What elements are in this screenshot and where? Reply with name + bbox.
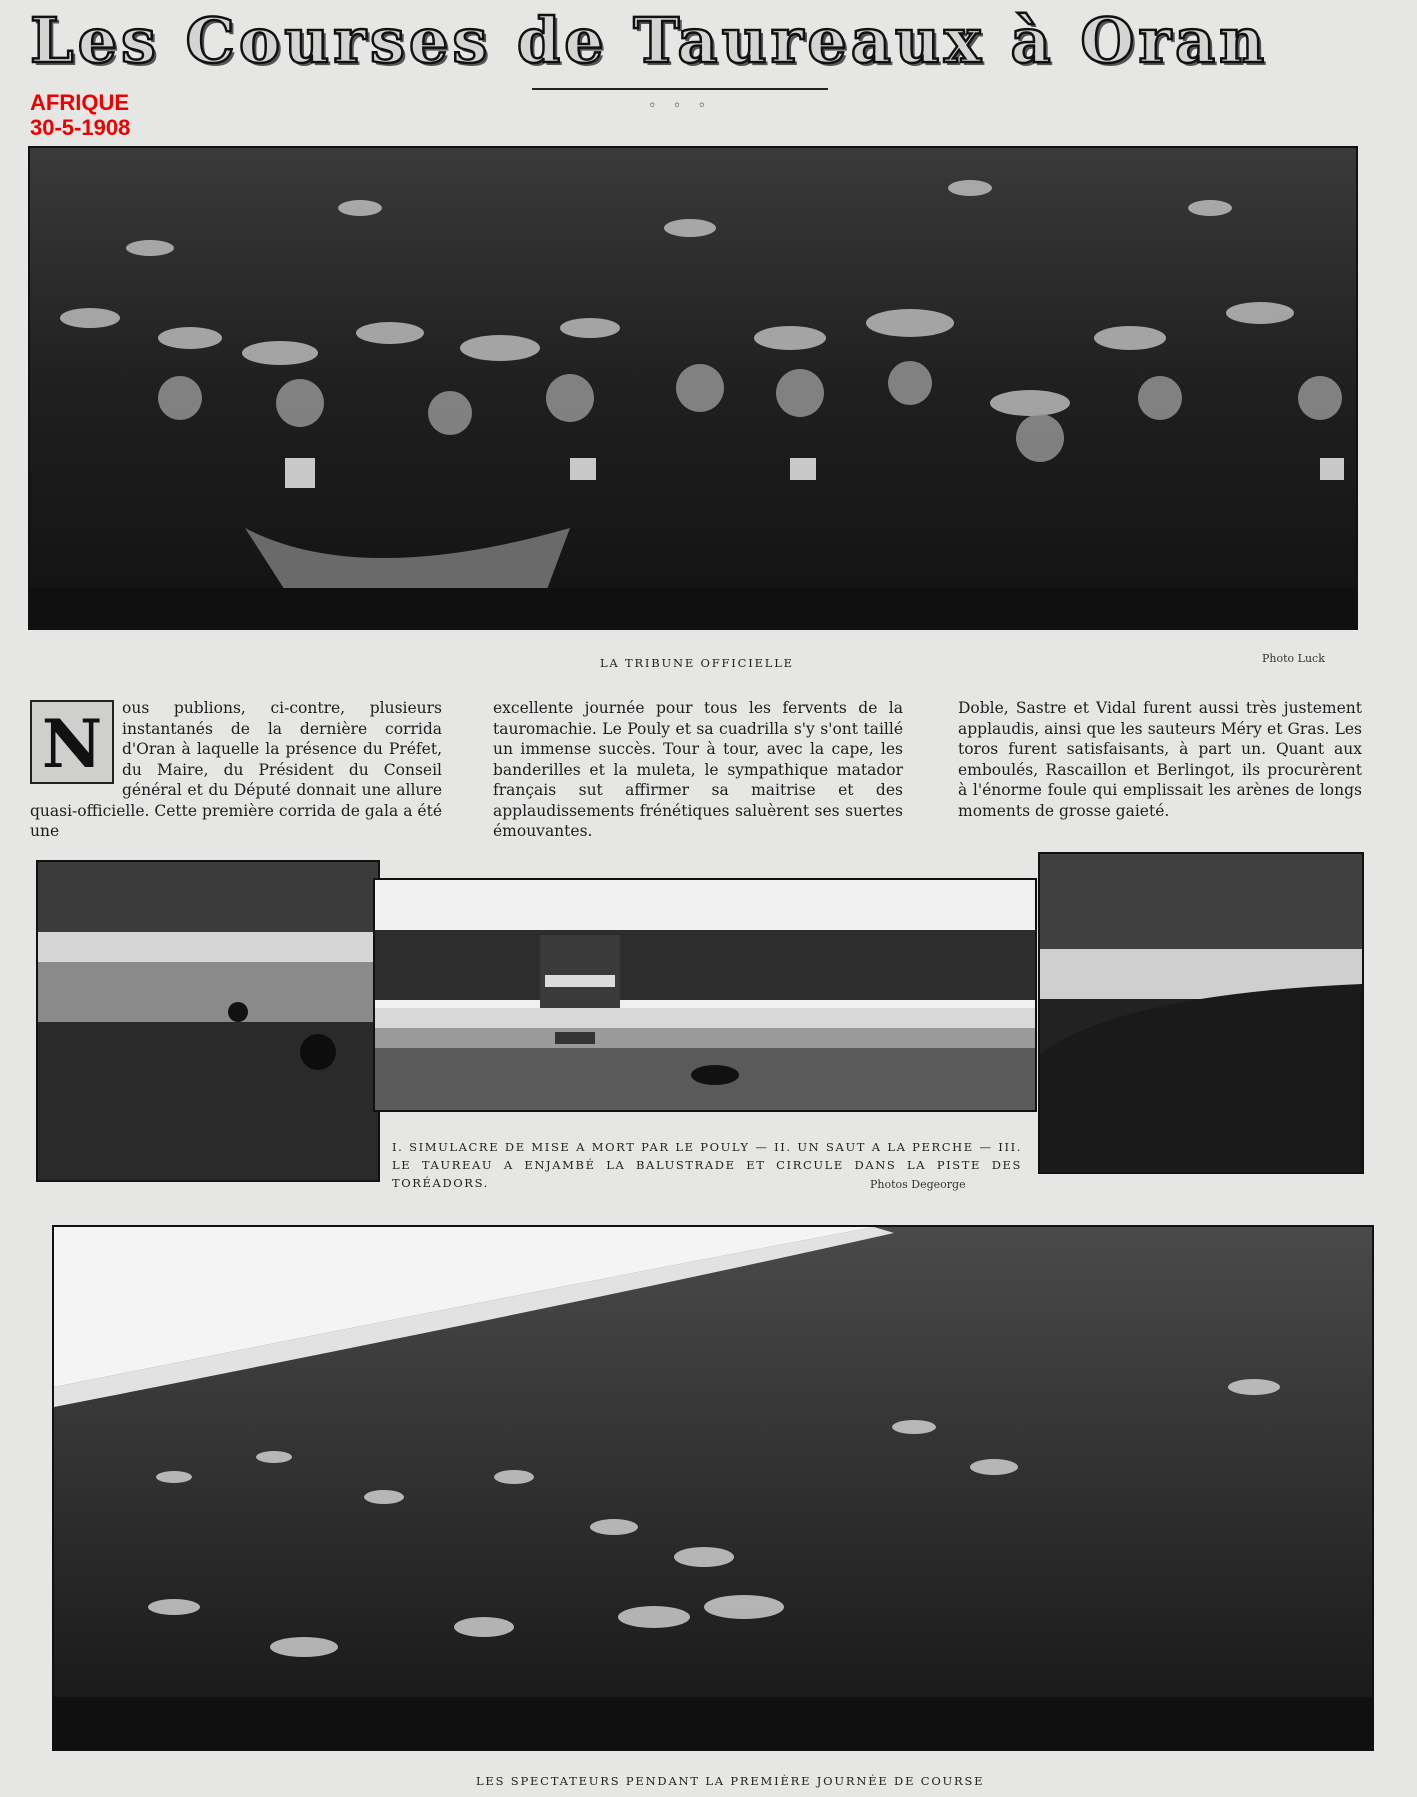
article-column-2: excellente journée pour tous les fervents de la tauromachie. Le Pouly et sa cuadrilla s'y s'ont taillé un immense succès. Tour à tour, avec la cape, les banderilles et la muleta, le sympathique matador français sut affirmer sa maitrise et des applaudissements frénétiques saluèrent ses suertes émouvantes. bbox=[493, 699, 903, 840]
photo-saut-a-la-perche bbox=[373, 878, 1037, 1112]
credit-top-photo: Photo Luck bbox=[1262, 652, 1325, 665]
article-text-1: ous publions, ci-contre, plusieurs instantanés de la dernière corrida d'Oran à laquelle la présence du Préfet, du Maire, du Président du Conseil général et du Député donnait une allure quasi-officielle. Cette première corrida de gala a été une bbox=[30, 699, 442, 840]
article-column-3: Doble, Sastre et Vidal furent aussi très justement applaudis, ainsi que les sauteurs Méry et Gras. Les toros furent satisfaisants, à part un. Quant aux emboulés, Rascaillon et Berlingot, ils procurèrent à l'énorme foule qui emplissait les arènes de longs moments de grosse gaieté. bbox=[958, 699, 1362, 820]
dropcap-letter: N bbox=[30, 700, 114, 784]
credit-middle-photos: Photos Degeorge bbox=[870, 1178, 966, 1191]
archive-stamp bbox=[30, 90, 130, 140]
photo-taureau-balustrade bbox=[1038, 852, 1364, 1174]
stamp-source: AFRIQUE bbox=[30, 90, 129, 115]
caption-middle-photos: I. SIMULACRE DE MISE A MORT PAR LE POULY — II. UN SAUT A LA PERCHE — III. LE TAUREAU A ENJAMBÉ LA BALUSTRADE ET CIRCULE DANS LA PISTE DES TORÉADORS. bbox=[392, 1140, 1022, 1190]
stamp-date: 30-5-1908 bbox=[30, 115, 131, 140]
article-column-1 bbox=[30, 698, 442, 842]
photo-official-tribune bbox=[28, 146, 1358, 630]
title-rule bbox=[532, 88, 828, 90]
caption-official-tribune: LA TRIBUNE OFFICIELLE bbox=[600, 656, 794, 670]
title-ornament: ◦ ◦ ◦ bbox=[648, 98, 712, 114]
photo-spectators bbox=[52, 1225, 1374, 1751]
page-title: Les Courses de Taureaux à Oran bbox=[30, 4, 1269, 77]
photo-mise-a-mort bbox=[36, 860, 380, 1182]
caption-spectators: LES SPECTATEURS PENDANT LA PREMIÈRE JOURNÉE DE COURSE bbox=[476, 1774, 985, 1788]
